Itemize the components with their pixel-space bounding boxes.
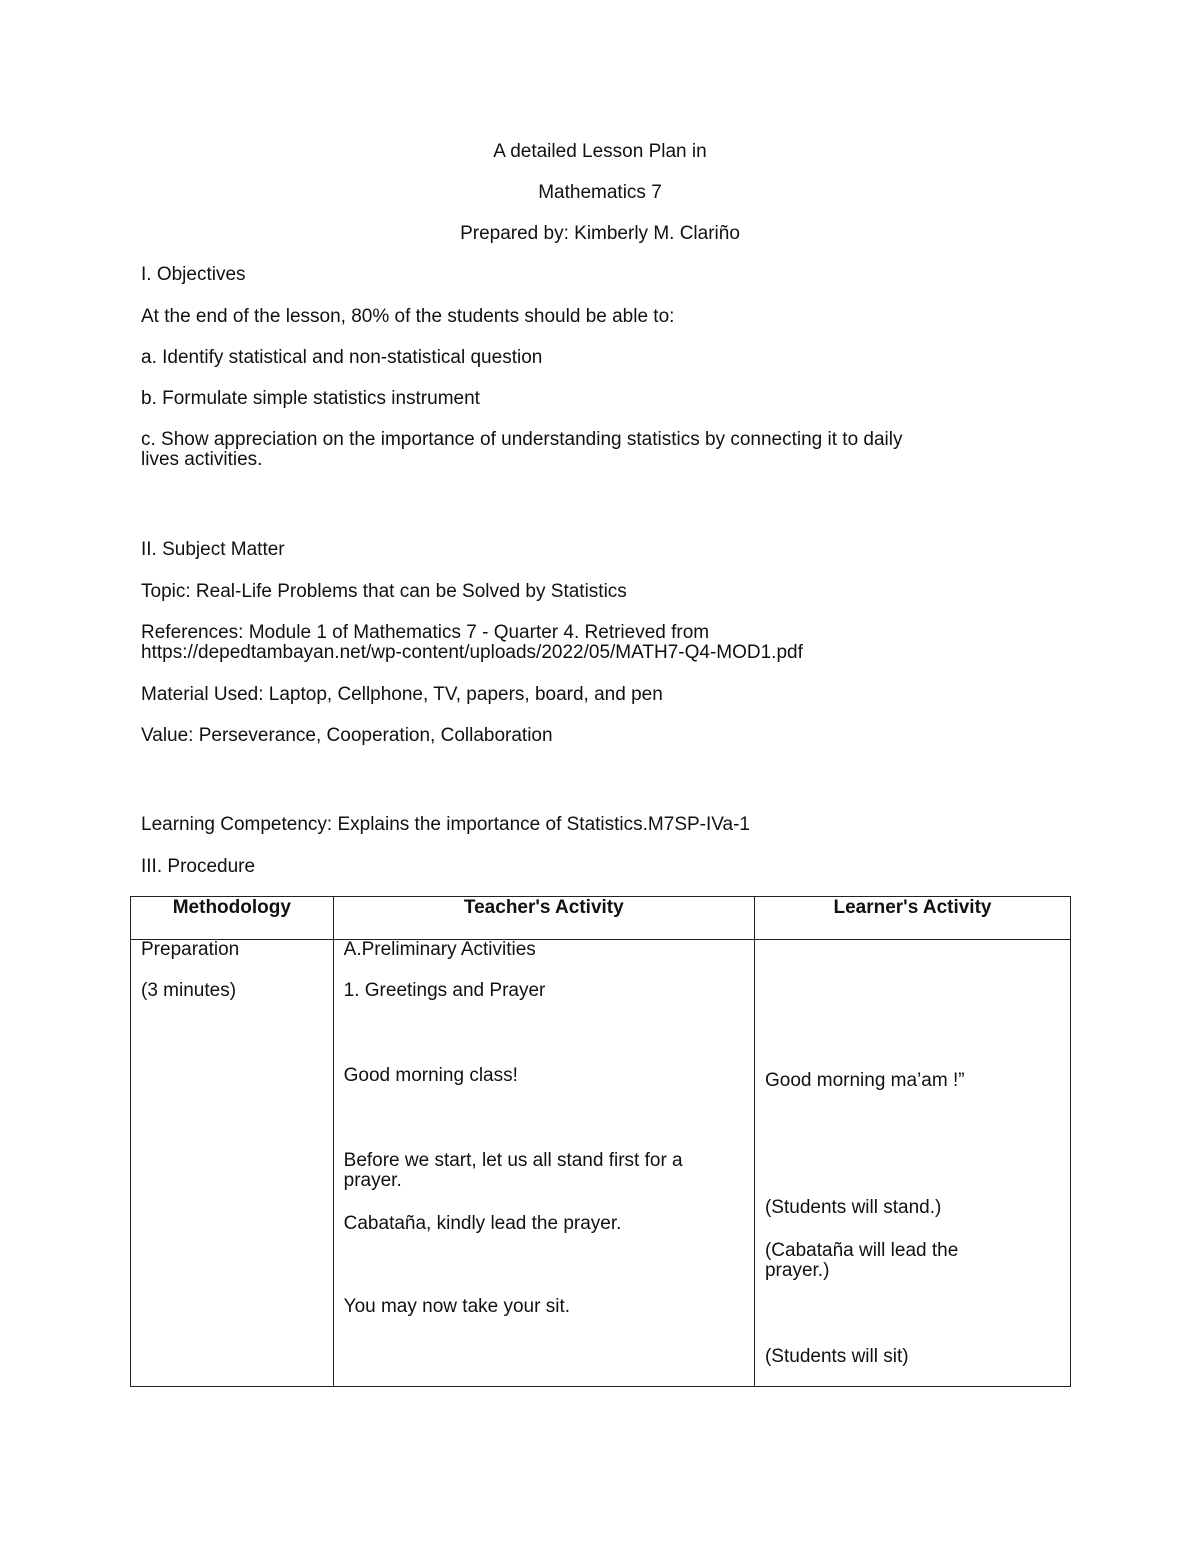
- competency-line: Learning Competency: Explains the importance of Statistics.M7SP-IVa-1: [141, 814, 750, 835]
- doc-title-line2: Mathematics 7: [538, 182, 662, 203]
- teacher-line: prayer.: [343, 1170, 402, 1191]
- methodology-stage: Preparation: [141, 939, 240, 960]
- teacher-line: A.Preliminary Activities: [343, 939, 536, 960]
- procedure-heading: III. Procedure: [141, 856, 256, 877]
- learner-line: (Students will sit): [764, 1346, 909, 1367]
- objective-c-cont: lives activities.: [141, 449, 263, 470]
- teacher-line: Good morning class!: [343, 1065, 518, 1086]
- objectives-heading: I. Objectives: [141, 264, 246, 285]
- learner-activity-cell: [754, 940, 1070, 1387]
- objective-c: c. Show appreciation on the importance of understanding statistics by connecting it to daily: [141, 429, 903, 450]
- methodology-cell: [131, 940, 334, 1387]
- doc-title-line1: A detailed Lesson Plan in: [493, 141, 707, 162]
- prepared-by: Prepared by: Kimberly M. Clariño: [460, 223, 740, 244]
- references-line1: References: Module 1 of Mathematics 7 - Quarter 4. Retrieved from: [141, 622, 710, 643]
- procedure-header-row: [131, 897, 1071, 940]
- references-url: https://depedtambayan.net/wp-content/uploads/2022/05/MATH7-Q4-MOD1.pdf: [141, 642, 803, 663]
- subject-matter-heading: II. Subject Matter: [141, 539, 285, 560]
- teacher-line: Before we start, let us all stand first for a: [343, 1150, 683, 1171]
- table-row: [131, 940, 1071, 1387]
- teacher-line: Cabataña, kindly lead the prayer.: [343, 1213, 622, 1234]
- learner-line: (Students will stand.): [764, 1197, 942, 1218]
- objective-a: a. Identify statistical and non-statistical question: [141, 347, 543, 368]
- procedure-table: [130, 896, 1071, 1387]
- learner-line: (Cabataña will lead the: [764, 1240, 959, 1261]
- header-teacher-activity: Teacher's Activity: [333, 897, 754, 940]
- learner-line: Good morning ma’am !”: [764, 1070, 965, 1091]
- objective-b: b. Formulate simple statistics instrument: [141, 388, 480, 409]
- methodology-duration: (3 minutes): [141, 980, 237, 1001]
- teacher-activity-cell: [333, 940, 754, 1387]
- header-methodology: Methodology: [131, 897, 334, 940]
- header-learner-activity: Learner's Activity: [754, 897, 1070, 940]
- learner-line: prayer.): [764, 1260, 830, 1281]
- materials-line: Material Used: Laptop, Cellphone, TV, papers, board, and pen: [141, 684, 663, 705]
- value-line: Value: Perseverance, Cooperation, Collaboration: [141, 725, 553, 746]
- objectives-intro: At the end of the lesson, 80% of the students should be able to:: [141, 306, 675, 327]
- topic-line: Topic: Real-Life Problems that can be Solved by Statistics: [141, 581, 627, 602]
- teacher-line: You may now take your sit.: [343, 1296, 570, 1317]
- teacher-line: 1. Greetings and Prayer: [343, 980, 546, 1001]
